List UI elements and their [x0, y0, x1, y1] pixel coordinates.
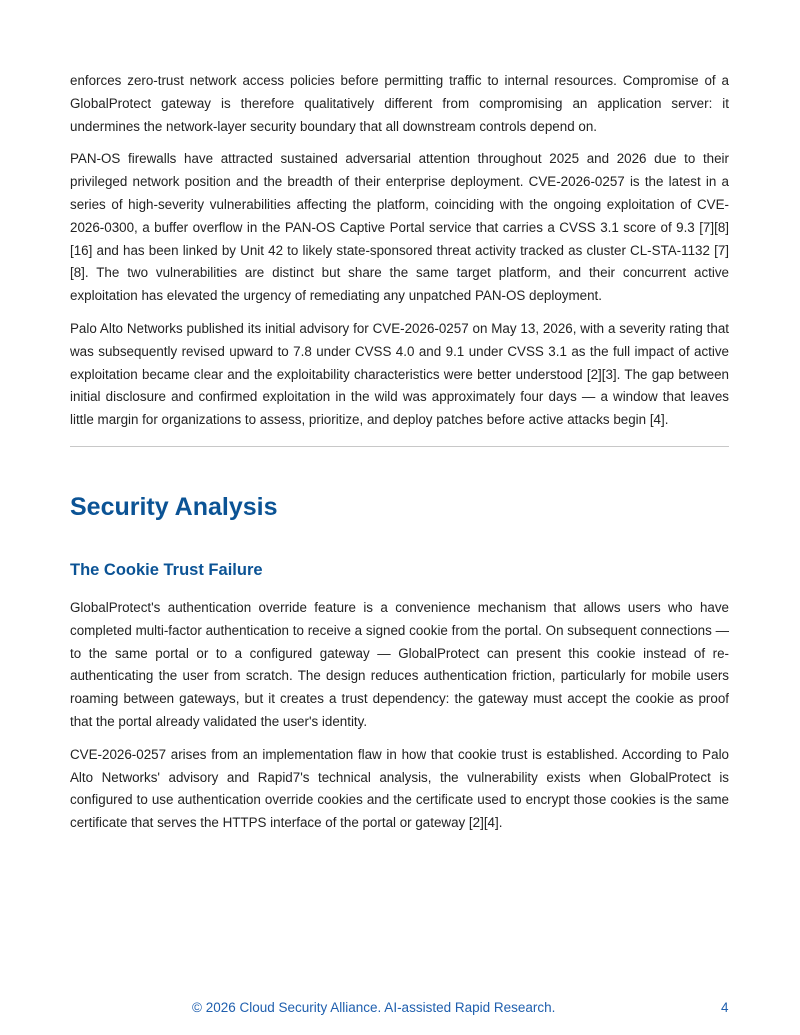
page-footer: [0, 998, 800, 1018]
body-paragraph: PAN-OS firewalls have attracted sustained adversarial attention throughout 2025 and 2026 due to their privileged network position and the breadth of their enterprise deployment. CVE-2026-0257 is the latest in a series of high-severity vulnerabilities affecting the platform, coinciding with the ongoing exploitation of CVE-2026-0300, a buffer overflow in the PAN-OS Captive Portal service that carries a CVSS 3.1 score of 9.3 [7][8][16] and has been linked by Unit 42 to likely state-sponsored threat activity tracked as cluster CL-STA-1132 [7][8]. The two vulnerabilities are distinct but share the same target platform, and their concurrent active exploitation has elevated the urgency of remediating any unpatched PAN-OS deployment.: [70, 151, 729, 304]
body-paragraph: enforces zero-trust network access policies before permitting traffic to internal resources. Compromise of a GlobalProtect gateway is therefore qualitatively different from compromising an application server: it undermines the network-layer security boundary that all downstream controls depend on.: [70, 73, 729, 134]
body-paragraph: Palo Alto Networks published its initial advisory for CVE-2026-0257 on May 13, 2026, with a severity rating that was subsequently revised upward to 7.8 under CVSS 4.0 and 9.1 under CVSS 3.1 as the full impact of active exploitation became clear and the exploitability characteristics were better understood [2][3]. The gap between initial disclosure and confirmed exploitation in the wild was approximately four days — a window that leaves little margin for organizations to assess, prioritize, and deploy patches before active attacks begin [4].: [70, 320, 729, 428]
page-content: [70, 70, 729, 845]
body-paragraph: GlobalProtect's authentication override feature is a convenience mechanism that allows users who have completed multi-factor authentication to receive a signed cookie from the portal. On subsequent connections — to the same portal or to a configured gateway — GlobalProtect can present this cookie instead of re-authenticating the user from scratch. The design reduces authentication friction, particularly for mobile users roaming between gateways, but it creates a trust dependency: the gateway must accept the cookie as proof that the portal already validated the user's identity.: [70, 599, 729, 729]
body-paragraph: CVE-2026-0257 arises from an implementation flaw in how that cookie trust is established. According to Palo Alto Networks' advisory and Rapid7's technical analysis, the vulnerability exists when GlobalProtect is configured to use authentication override cookies and the certificate used to encrypt those cookies is the same certificate that serves the HTTPS interface of the portal or gateway [2][4].: [70, 746, 729, 831]
horizontal-divider: [70, 446, 729, 447]
section-heading: Security Analysis: [70, 492, 278, 521]
page-number: 4: [721, 1000, 729, 1015]
subsection-heading: The Cookie Trust Failure: [70, 560, 263, 579]
footer-copyright: © 2026 Cloud Security Alliance. AI-assisted Rapid Research.: [192, 1000, 556, 1015]
